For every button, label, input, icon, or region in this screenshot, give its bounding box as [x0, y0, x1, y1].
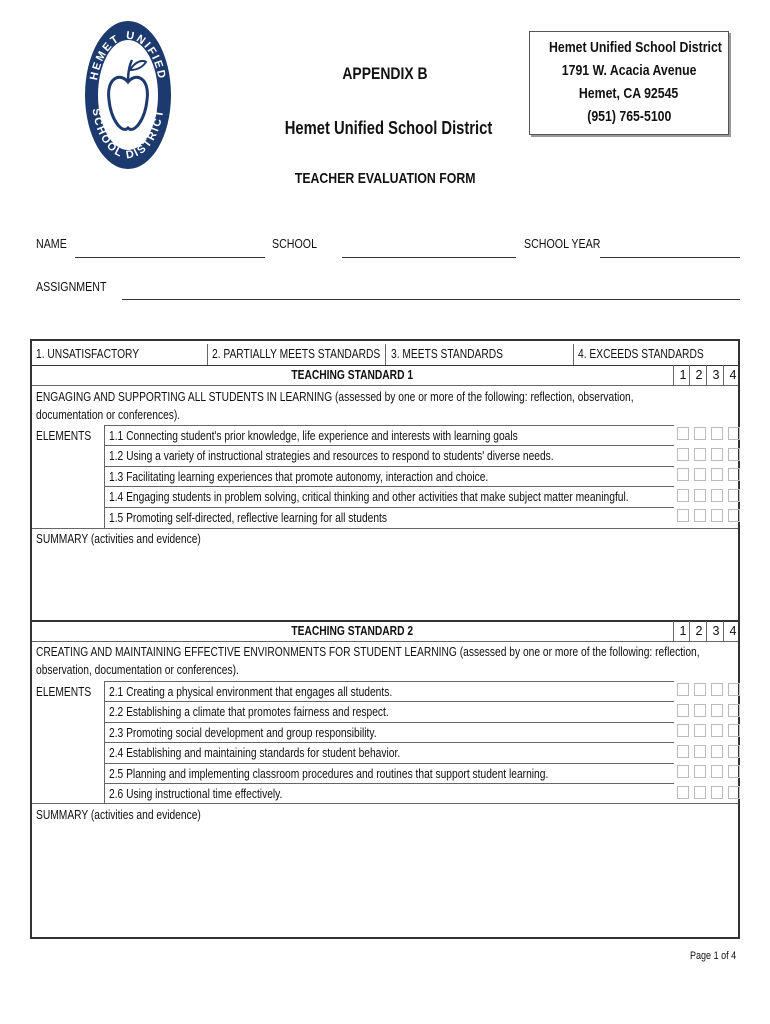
address-line: Hemet, CA 92545 — [579, 85, 679, 102]
school-label: SCHOOL — [272, 236, 318, 251]
school-year-label: SCHOOL YEAR — [524, 236, 601, 251]
score-col-label: 1 — [679, 368, 687, 382]
rating-meets: 3. MEETS STANDARDS — [391, 347, 504, 361]
element-1-2: 1.2 Using a variety of instructional strategies and resources to respond to students' diverse needs. — [109, 449, 554, 463]
element-2-1: 2.1 Creating a physical environment that engages all students. — [109, 685, 393, 699]
element-1-5: 1.5 Promoting self-directed, reflective learning for all students — [109, 511, 388, 525]
score-checkbox[interactable] — [677, 683, 689, 696]
score-checkbox[interactable] — [677, 509, 689, 522]
score-col-label: 4 — [729, 624, 737, 638]
appendix-label: APPENDIX B — [342, 64, 428, 83]
name-field[interactable] — [75, 257, 265, 258]
standard-1-title: TEACHING STANDARD 1 — [291, 368, 413, 382]
score-checkbox[interactable] — [728, 468, 740, 481]
address-line: Hemet Unified School District — [548, 39, 722, 56]
svg-text:HEMET UNIFIED: HEMET UNIFIED — [88, 29, 168, 82]
score-checkbox[interactable] — [694, 704, 706, 717]
score-checkbox[interactable] — [694, 468, 706, 481]
score-checkbox[interactable] — [677, 786, 689, 799]
address-line: 1791 W. Acacia Avenue — [561, 62, 697, 79]
element-2-3: 2.3 Promoting social development and group responsibility. — [109, 726, 377, 740]
district-heading: Hemet Unified School District — [284, 118, 493, 138]
score-checkbox[interactable] — [711, 786, 723, 799]
score-col-label: 3 — [712, 624, 720, 638]
standard-2-title: TEACHING STANDARD 2 — [291, 624, 413, 638]
score-col-label: 2 — [695, 624, 703, 638]
score-checkbox[interactable] — [711, 489, 723, 502]
score-col-label: 3 — [712, 368, 720, 382]
score-checkbox[interactable] — [694, 509, 706, 522]
score-checkbox[interactable] — [677, 489, 689, 502]
element-2-6: 2.6 Using instructional time effectively. — [109, 787, 283, 801]
rating-partially-meets: 2. PARTIALLY MEETS STANDARDS — [212, 347, 381, 361]
score-checkbox[interactable] — [677, 765, 689, 778]
standard-1-description: documentation or conferences). — [36, 408, 181, 422]
address-line: (951) 765-5100 — [586, 108, 672, 125]
district-logo — [82, 16, 174, 174]
elements-label: ELEMENTS — [36, 429, 92, 443]
assignment-label: ASSIGNMENT — [36, 279, 107, 294]
score-checkbox[interactable] — [711, 427, 723, 440]
score-checkbox[interactable] — [728, 427, 740, 440]
score-checkbox[interactable] — [694, 427, 706, 440]
score-checkbox[interactable] — [728, 509, 740, 522]
form-title: TEACHER EVALUATION FORM — [294, 170, 476, 187]
score-checkbox[interactable] — [711, 745, 723, 758]
score-checkbox[interactable] — [711, 683, 723, 696]
element-1-3: 1.3 Facilitating learning experiences that promote autonomy, interaction and choice. — [109, 470, 489, 484]
name-label: NAME — [36, 236, 67, 251]
elements-label: ELEMENTS — [36, 685, 92, 699]
score-checkbox[interactable] — [711, 509, 723, 522]
element-2-4: 2.4 Establishing and maintaining standards for student behavior. — [109, 746, 401, 760]
score-checkbox[interactable] — [728, 786, 740, 799]
evaluation-table — [30, 339, 740, 939]
page-number: Page 1 of 4 — [690, 950, 737, 962]
element-1-4: 1.4 Engaging students in problem solving, critical thinking and other activities that make subject matter meaningful. — [109, 490, 629, 504]
standard-1-description: ENGAGING AND SUPPORTING ALL STUDENTS IN LEARNING (assessed by one or more of the following: reflection, observation, — [36, 390, 634, 404]
assignment-field[interactable] — [122, 299, 740, 300]
summary-label: SUMMARY (activities and evidence) — [36, 808, 201, 822]
element-2-2: 2.2 Establishing a climate that promotes fairness and respect. — [109, 705, 389, 719]
score-col-label: 4 — [729, 368, 737, 382]
score-checkbox[interactable] — [677, 724, 689, 737]
score-checkbox[interactable] — [728, 489, 740, 502]
score-checkbox[interactable] — [728, 683, 740, 696]
school-field[interactable] — [342, 257, 516, 258]
score-checkbox[interactable] — [694, 724, 706, 737]
score-checkbox[interactable] — [728, 724, 740, 737]
score-checkbox[interactable] — [711, 468, 723, 481]
score-checkbox[interactable] — [677, 704, 689, 717]
score-checkbox[interactable] — [711, 704, 723, 717]
score-checkbox[interactable] — [728, 745, 740, 758]
score-checkbox[interactable] — [728, 448, 740, 461]
score-checkbox[interactable] — [728, 704, 740, 717]
score-checkbox[interactable] — [694, 745, 706, 758]
score-checkbox[interactable] — [694, 448, 706, 461]
score-checkbox[interactable] — [694, 765, 706, 778]
score-checkbox[interactable] — [677, 448, 689, 461]
standard-2-description: observation, documentation or conferences). — [36, 663, 239, 677]
score-checkbox[interactable] — [677, 427, 689, 440]
score-checkbox[interactable] — [677, 745, 689, 758]
score-checkbox[interactable] — [677, 468, 689, 481]
score-checkbox[interactable] — [694, 683, 706, 696]
rating-unsatisfactory: 1. UNSATISFACTORY — [36, 347, 140, 361]
score-col-label: 1 — [679, 624, 687, 638]
summary-1-area[interactable] — [34, 547, 734, 619]
element-2-5: 2.5 Planning and implementing classroom procedures and routines that support student learning. — [109, 767, 549, 781]
score-checkbox[interactable] — [728, 765, 740, 778]
standard-2-description: CREATING AND MAINTAINING EFFECTIVE ENVIRONMENTS FOR STUDENT LEARNING (assessed by one or more of the following: reflection, — [36, 645, 700, 659]
score-checkbox[interactable] — [711, 765, 723, 778]
score-checkbox[interactable] — [694, 786, 706, 799]
score-checkbox[interactable] — [694, 489, 706, 502]
summary-2-area[interactable] — [34, 823, 734, 933]
score-col-label: 2 — [695, 368, 703, 382]
element-1-1: 1.1 Connecting student's prior knowledge, life experience and interests with learning goals — [109, 429, 518, 443]
address-box — [529, 31, 729, 135]
rating-exceeds: 4. EXCEEDS STANDARDS — [578, 347, 704, 361]
score-checkbox[interactable] — [711, 724, 723, 737]
summary-label: SUMMARY (activities and evidence) — [36, 532, 201, 546]
svg-text:SCHOOL DISTRICT: SCHOOL DISTRICT — [89, 107, 167, 162]
score-checkbox[interactable] — [711, 448, 723, 461]
school-year-field[interactable] — [600, 257, 740, 258]
